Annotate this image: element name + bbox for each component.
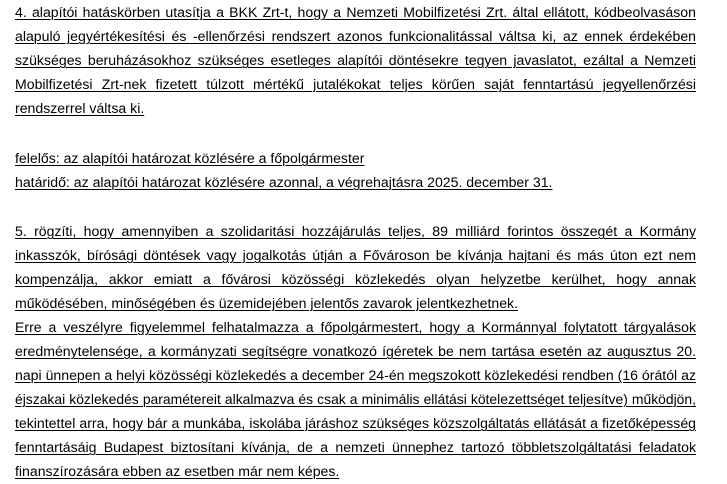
paragraph-5-line-1: 5. rögzíti, hogy amennyiben a szolidaritási hozzájárulás teljes, 89 milliárd forintos összegét a Kormány (15, 223, 696, 239)
paragraph-5-line-6: eredménytelensége, a kormányzati segítségre vonatkozó ígéretek be nem tartása esetén az augusztus 20. (15, 343, 696, 359)
paragraph-5-line-8: éjszakai közlekedés paramétereit alkalmazva és csak a minimális ellátási kötelezettséget teljesítve) működjön, (15, 391, 696, 407)
paragraph-4-line-4: Mobilfizetési Zrt-nek fizetett túlzott mértékű jutalékokat teljes körűen saját fenntartású jegyellenőrzési (15, 76, 696, 92)
paragraph-5-line-11: finanszírozására ebben az esetben már nem képes. (15, 463, 340, 479)
paragraph-4-line-3: szükséges beruházásokhoz szükséges esetleges alapítói döntésekre tegyen javaslatot, ezáltal a Nemzeti (15, 52, 696, 68)
deadline-line: határidő: az alapítói határozat közlésére azonnal, a végrehajtásra 2025. december 31. (15, 174, 553, 190)
paragraph-5-line-7: napi ünnepen a helyi közösségi közlekedés a december 24-én megszokott közlekedési rendben (16 órától az (15, 367, 696, 383)
paragraph-5-line-4: működésében, minőségében és üzemidejében jelentős zavarok jelentkezhetnek. (15, 295, 518, 311)
paragraph-5-line-10: fenntartásáig Budapest biztosítani kívánja, de a nemzeti ünnephez tartozó többletszolgáltatási feladatok (15, 439, 696, 455)
paragraph-5-line-2: inkasszók, bírósági döntések vagy jogalkotás útján a Fővároson be kívánja hajtani és más úton ezt nem (15, 247, 696, 263)
paragraph-4-line-5: rendszerrel váltsa ki. (15, 100, 145, 116)
paragraph-4-line-2: alapuló jegyértékesítési és -ellenőrzési rendszert azonos funkcionalitással váltsa ki, az ennek érdekében (15, 28, 696, 44)
paragraph-5-line-3: kompenzálja, akkor emiatt a fővárosi közösségi közlekedés olyan helyzetbe kerülhet, hogy annak (15, 271, 696, 287)
responsible-line: felelős: az alapítói határozat közlésére a főpolgármester (15, 150, 365, 166)
paragraph-4-line-1: 4. alapítói hatáskörben utasítja a BKK Zrt-t, hogy a Nemzeti Mobilfizetési Zrt. által ellátott, kódbeolvasáson (15, 4, 696, 20)
paragraph-5-line-5: Erre a veszélyre figyelemmel felhatalmazza a főpolgármestert, hogy a Kormánnyal folytatott tárgyalások (15, 319, 696, 335)
paragraph-5-line-9: tekintettel arra, hogy bár a munkába, iskolába járáshoz szükséges közszolgáltatás ellátását a fizetőképesség (15, 415, 696, 431)
